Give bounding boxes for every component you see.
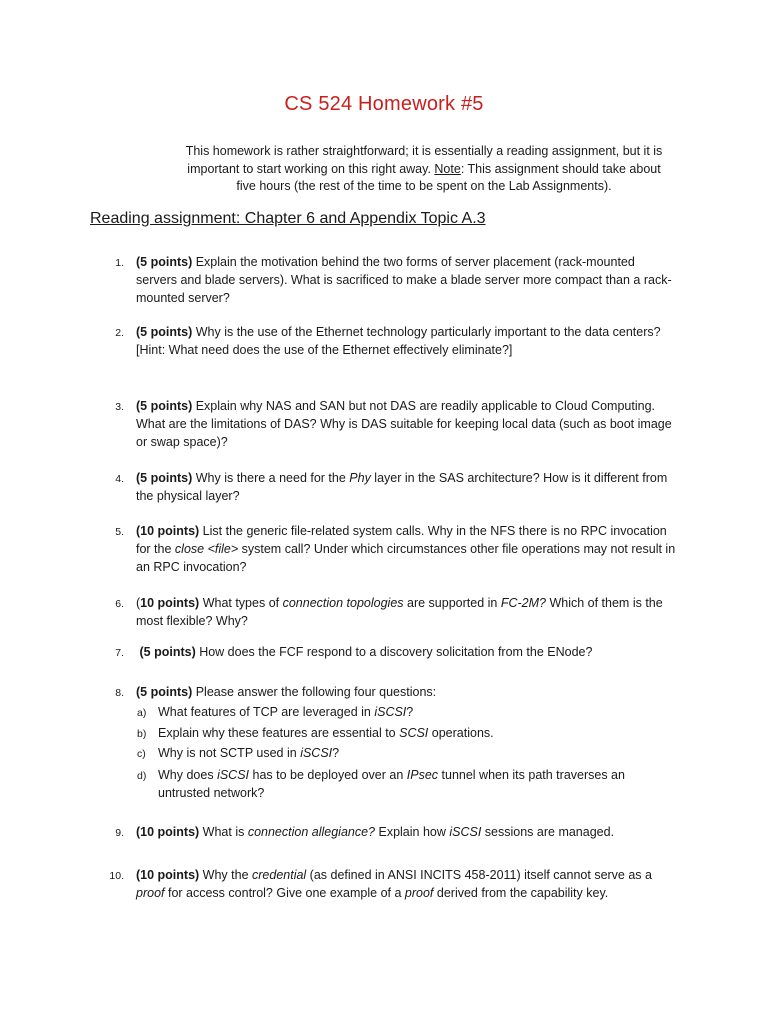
question-body: What is [199,825,248,839]
question-emphasis: FC-2M? [500,596,546,610]
question-body: (as defined in ANSI INCITS 458-2011) itself cannot serve as a [306,868,652,882]
question-points: (10 points) [136,524,200,538]
question-body: Explain how [375,825,450,839]
question-body: What types of [199,596,283,610]
sub-question-emphasis: iSCSI [374,705,407,719]
question-number: 3. [115,401,124,413]
sub-question-letter: b) [137,728,147,740]
question-text [136,397,676,451]
question-body: for access control? Give one example of a [164,886,405,900]
question-body: List the generic file-related system calls. Why in the NFS there is no RPC invocation for the [136,524,667,556]
question-number: 6. [115,598,124,610]
question-emphasis: connection topologies [282,596,404,610]
question-body: Which of them is the most flexible? Why? [136,596,663,628]
question-number: 9. [115,827,124,839]
question-points: (5 points) [136,471,193,485]
question-emphasis: credential [252,868,307,882]
note-label: Note [434,161,461,176]
sub-question-body: operations. [428,726,494,740]
sub-question-emphasis: iSCSI [300,746,333,760]
question-number: 1. [115,257,124,269]
question-points: (5 points) [139,645,196,659]
question-emphasis: iSCSI [449,825,482,839]
question-number: 10. [109,870,124,882]
question-text [136,683,676,701]
sub-question-text [158,724,658,742]
question-points: (5 points) [136,325,193,339]
sub-question-text [158,744,658,762]
question-emphasis: close <file> [174,542,239,556]
question-points: (5 points) [136,255,193,269]
intro-paragraph [180,143,668,196]
question-body: How does the FCF respond to a discovery solicitation from the ENode? [195,645,593,659]
question-body: Explain the motivation behind the two forms of server placement (rack-mounted servers and blade servers). What is sacrificed to make a blade server more compact than a rack-mounted server? [136,255,672,305]
question-body: system call? Under which circumstances other file operations may not result in an RPC invocation? [136,542,676,574]
question-text [136,253,676,307]
question-body: are supported in [403,596,501,610]
sub-question-text [158,766,658,802]
intro-text: This homework is rather straightforward; it is essentially a reading assignment, but it is important to start working on this right away. [185,144,663,176]
question-points: (5 points) [136,685,193,699]
sub-question-body: ? [406,705,414,719]
question-emphasis: proof [404,886,434,900]
sub-question-emphasis: SCSI [399,726,429,740]
sub-question-body: ? [332,746,340,760]
question-text [136,323,676,359]
question-emphasis: connection allegiance? [247,825,376,839]
question-text [136,469,676,505]
document-title: CS 524 Homework #5 [284,93,484,115]
question-body: Why is the use of the Ethernet technology particularly important to the data centers? [Hint: What need does the use of the Ethernet effectively eliminate?] [136,325,661,357]
question-body: ( [136,596,141,610]
question-points: (10 points) [136,868,200,882]
sub-question-body: Why does [158,768,218,782]
sub-question-body: tunnel when its path traverses an untrusted network? [158,768,625,800]
intro-text-continued: : This assignment should take about five hours (the rest of the time to be spent on the Lab Assignments). [236,161,661,193]
question-number: 2. [115,327,124,339]
question-number: 8. [115,687,124,699]
question-body: derived from the capability key. [433,886,609,900]
question-body: Explain why NAS and SAN but not DAS are readily applicable to Cloud Computing. What are the limitations of DAS? Why is DAS suitable for keeping local data (such as boot image or swap space)? [136,399,672,449]
sub-question-body: What features of TCP are leveraged in [158,705,375,719]
question-text [136,866,676,902]
question-points: (5 points) [136,399,193,413]
section-heading: Reading assignment: Chapter 6 and Appendix Topic A.3 [90,210,486,227]
sub-question-body: has to be deployed over an [249,768,407,782]
sub-question-text [158,703,658,721]
question-body: Please answer the following four questions: [192,685,437,699]
sub-question-body: Explain why these features are essential to [158,726,400,740]
question-number: 4. [115,473,124,485]
sub-question-letter: c) [137,748,146,760]
question-text [136,823,676,841]
question-number: 7. [115,647,124,659]
question-body: Why is there a need for the [192,471,350,485]
question-text [136,594,676,630]
question-body: sessions are managed. [481,825,615,839]
question-emphasis: Phy [349,471,371,485]
question-body: Why the [199,868,252,882]
question-points: (10 points) [136,825,200,839]
sub-question-letter: a) [137,707,147,719]
question-body: layer in the SAS architecture? How is it different from the physical layer? [136,471,668,503]
sub-question-emphasis: IPsec [406,768,439,782]
sub-question-letter: d) [137,770,147,782]
sub-question-body: Why is not SCTP used in [158,746,301,760]
question-number: 5. [115,526,124,538]
question-points: 10 points) [140,596,200,610]
sub-question-emphasis: iSCSI [217,768,250,782]
question-emphasis: proof [136,886,165,900]
question-text [136,643,676,661]
question-text [136,522,676,576]
